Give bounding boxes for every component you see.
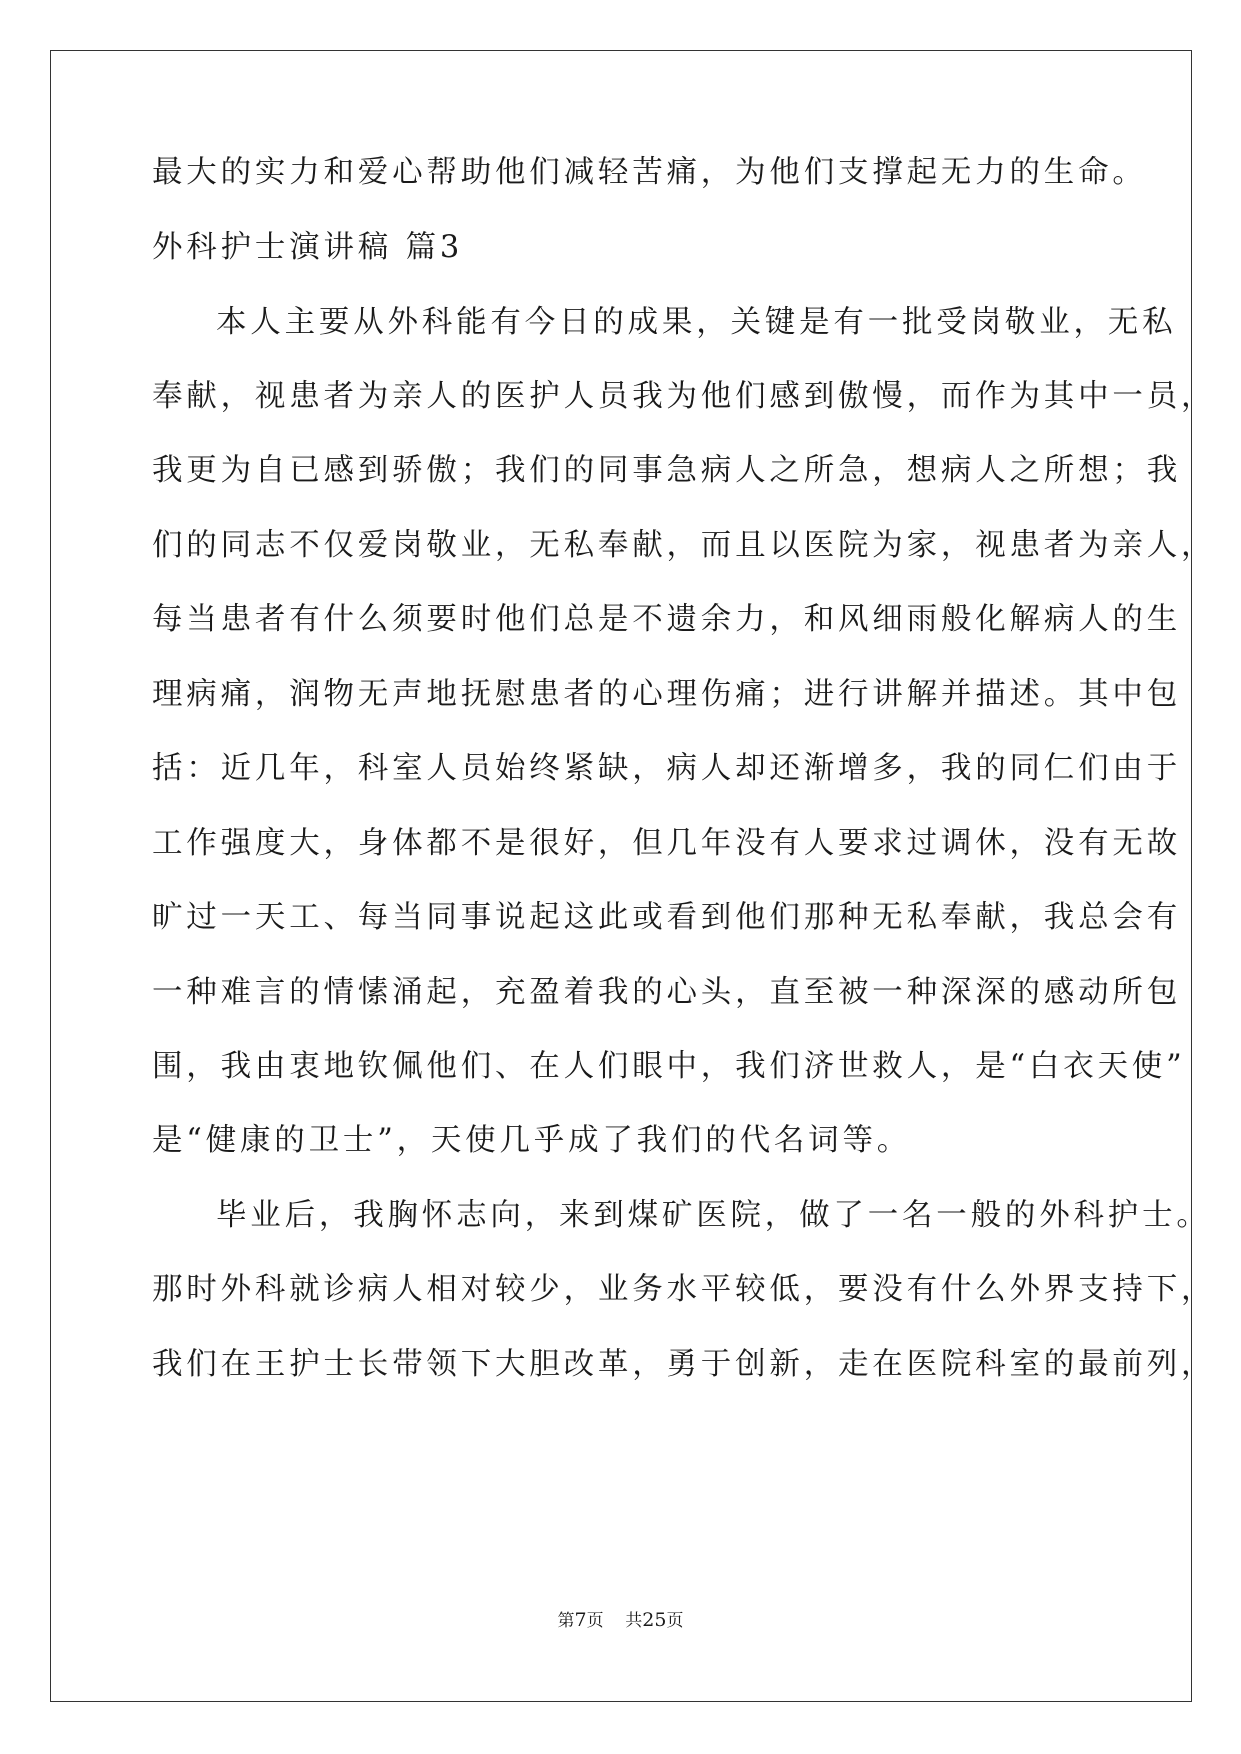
page-label-mid: 页 共 [586,1611,643,1631]
total-page-number: 25 [642,1609,667,1631]
paragraph-line: 最大的实力和爱心帮助他们减轻苦痛，为他们支撑起无力的生命。 [152,155,1147,190]
paragraph-line: 一种难言的情愫涌起，充盈着我的心头，直至被一种深深的感动所包 [152,975,1181,1010]
paragraph-line: 本人主要从外科能有今日的成果，关键是有一批受岗敬业，无私 [216,305,1177,340]
paragraph-line: 旷过一天工、每当同事说起这此或看到他们那种无私奉献，我总会有 [152,900,1181,935]
current-page-number: 7 [574,1609,587,1631]
paragraph-line: 们的同志不仅爱岗敬业，无私奉献，而且以医院为家，视患者为亲人， [152,528,1216,563]
paragraph-line: 工作强度大，身体都不是很好，但几年没有人要求过调休，没有无故 [152,826,1181,861]
page-border [50,50,1192,1702]
section-heading: 外科护士演讲稿 篇3 [152,230,464,265]
paragraph-line: 那时外科就诊病人相对较少，业务水平较低，要没有什么外界支持下， [152,1272,1216,1307]
paragraph-line: 我们在王护士长带领下大胆改革，勇于创新，走在医院科室的最前列， [152,1347,1216,1382]
paragraph-line: 围，我由衷地钦佩他们、在人们眼中，我们济世救人，是“白衣天使” [152,1049,1186,1084]
page-label-prefix: 第 [557,1611,575,1631]
paragraph-line: 毕业后，我胸怀志向，来到煤矿医院，做了一名一般的外科护士。 [216,1198,1211,1233]
paragraph-line: 理病痛，润物无声地抚慰患者的心理伤痛；进行讲解并描述。其中包 [152,677,1181,712]
paragraph-line: 每当患者有什么须要时他们总是不遗余力，和风细雨般化解病人的生 [152,602,1181,637]
paragraph-line: 奉献，视患者为亲人的医护人员我为他们感到傲慢，而作为其中一员， [152,379,1216,414]
paragraph-line: 括：近几年，科室人员始终紧缺，病人却还渐增多，我的同仁们由于 [152,751,1181,786]
page-footer [0,1606,1241,1631]
paragraph-line: 我更为自已感到骄傲；我们的同事急病人之所急，想病人之所想；我 [152,453,1181,488]
paragraph-line: 是“健康的卫士”，天使几乎成了我们的代名词等。 [152,1123,912,1158]
page-label-suffix: 页 [666,1611,684,1631]
